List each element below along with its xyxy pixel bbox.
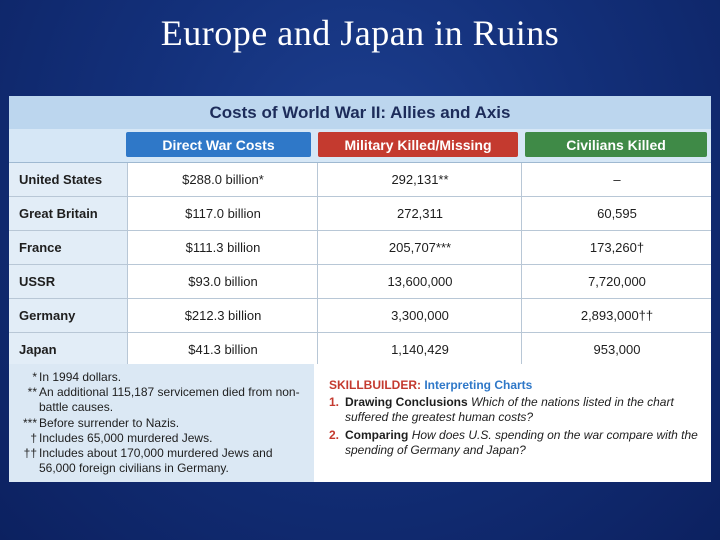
civilians-cell: –	[521, 163, 712, 196]
column-header-row	[9, 129, 711, 163]
skillbuilder-panel	[329, 378, 709, 458]
column-header-direct-war-costs: Direct War Costs	[126, 132, 311, 157]
costs-cell: $111.3 billion	[127, 231, 318, 264]
country-cell: France	[9, 231, 127, 264]
footnote-text: Before surrender to Nazis.	[39, 416, 180, 430]
question-label: Comparing	[345, 428, 409, 442]
figure-footer	[9, 364, 711, 482]
column-header-military-killed: Military Killed/Missing	[318, 132, 518, 157]
skillbuilder-subtitle: Interpreting Charts	[424, 378, 533, 392]
military-cell: 1,140,429	[317, 333, 522, 366]
chart-figure	[9, 96, 711, 482]
table-row	[9, 333, 711, 367]
table-body	[9, 163, 711, 367]
question-number: 2.	[329, 428, 340, 442]
costs-cell: $117.0 billion	[127, 197, 318, 230]
country-cell: Japan	[9, 333, 127, 366]
question-text: Which of the nations listed in the chart suffered the greatest human costs?	[345, 395, 674, 424]
military-cell: 3,300,000	[317, 299, 522, 332]
footnotes	[9, 364, 314, 482]
costs-cell: $212.3 billion	[127, 299, 318, 332]
country-cell: United States	[9, 163, 127, 196]
skillbuilder-title: SKILLBUILDER: Interpreting Charts	[329, 378, 533, 392]
footnote-symbol: *	[32, 370, 37, 384]
question-number: 1.	[329, 395, 340, 409]
civilians-cell: 953,000	[521, 333, 712, 366]
footnote-symbol: †	[30, 431, 37, 445]
question-text: How does U.S. spending on the war compare with the spending of Germany and Japan?	[345, 428, 698, 457]
footnote-symbol: **	[27, 385, 37, 399]
footnote-symbol: ††	[23, 446, 37, 460]
country-cell: Great Britain	[9, 197, 127, 230]
footnote-text: In 1994 dollars.	[39, 370, 122, 384]
civilians-cell: 7,720,000	[521, 265, 712, 298]
civilians-cell: 173,260†	[521, 231, 712, 264]
civilians-cell: 2,893,000††	[521, 299, 712, 332]
table-row	[9, 265, 711, 299]
costs-cell: $93.0 billion	[127, 265, 318, 298]
military-cell: 205,707***	[317, 231, 522, 264]
slide-title: Europe and Japan in Ruins	[160, 13, 560, 53]
country-cell: USSR	[9, 265, 127, 298]
country-cell: Germany	[9, 299, 127, 332]
skillbuilder-question	[329, 395, 709, 425]
military-cell: 272,311	[317, 197, 522, 230]
costs-cell: $288.0 billion*	[127, 163, 318, 196]
column-header-civilians-killed: Civilians Killed	[525, 132, 707, 157]
footnote-text: Includes about 170,000 murdered Jews and 56,000 foreign civilians in Germany.	[39, 446, 273, 475]
footnote-text: An additional 115,187 servicemen died from non-battle causes.	[39, 385, 300, 414]
military-cell: 13,600,000	[317, 265, 522, 298]
table-row	[9, 163, 711, 197]
table-row	[9, 231, 711, 265]
costs-cell: $41.3 billion	[127, 333, 318, 366]
table-row	[9, 197, 711, 231]
question-label: Drawing Conclusions	[345, 395, 468, 409]
figure-title: Costs of World War II: Allies and Axis	[209, 102, 511, 122]
figure-title-bar	[9, 96, 711, 129]
footnote-symbol: ***	[22, 416, 37, 430]
table-row	[9, 299, 711, 333]
civilians-cell: 60,595	[521, 197, 712, 230]
footnote-text: Includes 65,000 murdered Jews.	[39, 431, 213, 445]
skillbuilder-label: SKILLBUILDER	[329, 378, 417, 392]
military-cell: 292,131**	[317, 163, 522, 196]
skillbuilder-question	[329, 428, 709, 458]
